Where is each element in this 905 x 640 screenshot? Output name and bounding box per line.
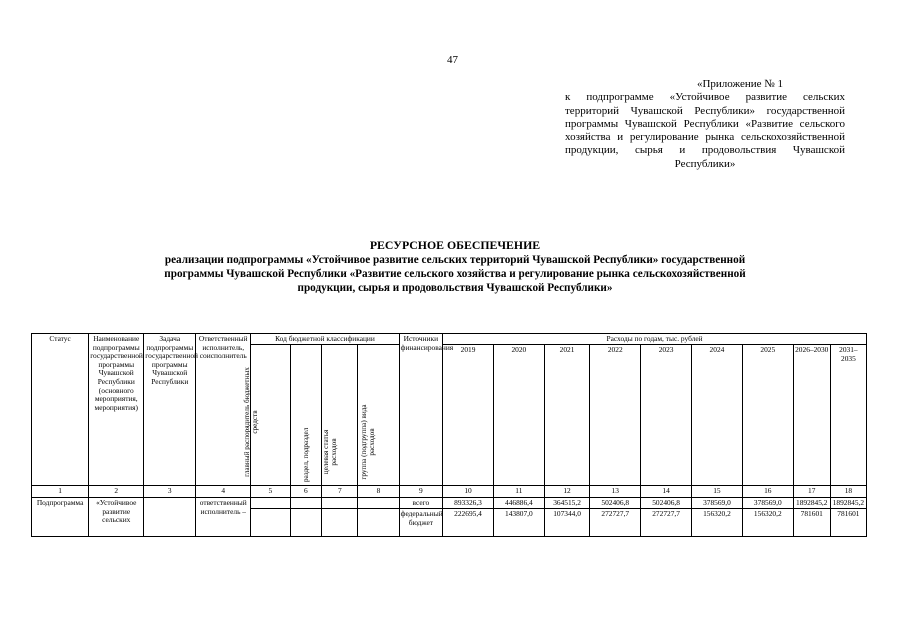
- header-year-2023: 2023: [641, 345, 692, 486]
- col-number: 9: [399, 486, 442, 498]
- row-status: Подпрограмма: [32, 498, 89, 537]
- col-number: 16: [742, 486, 793, 498]
- header-year-2031-2035: 2031–2035: [830, 345, 866, 486]
- header-code-group: группа (подгруппа) вида расходов: [360, 404, 377, 480]
- header-name: Наименование подпрограммы государственной программы Чувашской Республики (основного мероприятия, мероприятия): [89, 334, 144, 486]
- title-main: РЕСУРСНОЕ ОБЕСПЕЧЕНИЕ: [369, 238, 541, 252]
- header-year-2024: 2024: [692, 345, 743, 486]
- row-responsible: ответственный исполнитель –: [196, 498, 251, 537]
- col-number: 10: [443, 486, 494, 498]
- appendix-body: к подпрограмме «Устойчивое развитие сельских территорий Чувашской Республики» государственной программы Чувашской Республики «Развитие сельского хозяйства и регулирование рынка сельскохозяйственной продукции, сырья и продовольствия Чувашской Республики»: [565, 91, 845, 170]
- value-cell: 1892845,2: [830, 498, 866, 509]
- document-title: [90, 238, 820, 295]
- value-cell: 781601: [793, 509, 830, 537]
- header-year-2019: 2019: [443, 345, 494, 486]
- col-number: 2: [89, 486, 144, 498]
- col-number: 4: [196, 486, 251, 498]
- row-code-group: [358, 509, 399, 537]
- value-cell: 156320,2: [692, 509, 743, 537]
- header-code-section: раздел, подраздел: [301, 427, 310, 482]
- table-row: [32, 498, 867, 509]
- col-number: 5: [251, 486, 290, 498]
- appendix-note: [565, 78, 845, 171]
- row-code-gr: [251, 509, 290, 537]
- value-cell: 378569,0: [742, 498, 793, 509]
- col-number: 12: [544, 486, 590, 498]
- header-row-1: [32, 334, 867, 345]
- value-cell: 378569,0: [692, 498, 743, 509]
- appendix-heading: «Приложение № 1: [696, 78, 783, 90]
- value-cell: 272727,7: [590, 509, 641, 537]
- row-code-group: [358, 498, 399, 509]
- value-cell: 107344,0: [544, 509, 590, 537]
- title-sub-line-3: продукции, сырья и продовольствия Чувашской Республики»: [297, 282, 613, 294]
- row-code-section: [290, 498, 322, 509]
- col-number: 15: [692, 486, 743, 498]
- col-number: 6: [290, 486, 322, 498]
- col-number: 17: [793, 486, 830, 498]
- title-sub-line-1: реализации подпрограммы «Устойчивое развитие сельских территорий Чувашской Республики» государственной: [164, 254, 746, 266]
- row-source: федеральный бюджет: [399, 509, 442, 537]
- header-responsible: Ответственный исполнитель, соисполнитель: [196, 334, 251, 486]
- col-number: 13: [590, 486, 641, 498]
- header-code-target: целевая статья расходов: [321, 429, 338, 475]
- row-source: всего: [399, 498, 442, 509]
- title-sub-line-2: программы Чувашской Республики «Развитие сельского хозяйства и регулирование рынка сельскохозяйственной: [164, 268, 746, 280]
- row-name: «Устойчивое развитие сельских: [89, 498, 144, 537]
- col-number: 8: [358, 486, 399, 498]
- value-cell: 893326,3: [443, 498, 494, 509]
- value-cell: 502406,8: [590, 498, 641, 509]
- value-cell: 446886,4: [493, 498, 544, 509]
- header-status: Статус: [32, 334, 89, 486]
- row-code-target: [322, 509, 358, 537]
- header-task: Задача подпрограммы государственной программы Чувашской Республики: [144, 334, 196, 486]
- value-cell: 143807,0: [493, 509, 544, 537]
- page-number: 47: [447, 54, 458, 66]
- row-code-section: [290, 509, 322, 537]
- col-number: 7: [322, 486, 358, 498]
- value-cell: 222695,4: [443, 509, 494, 537]
- header-expenses: Расходы по годам, тыс. рублей: [443, 334, 867, 345]
- value-cell: 502406,8: [641, 498, 692, 509]
- col-number: 18: [830, 486, 866, 498]
- col-number: 14: [641, 486, 692, 498]
- header-year-2020: 2020: [493, 345, 544, 486]
- header-year-2026-2030: 2026–2030: [793, 345, 830, 486]
- value-cell: 364515,2: [544, 498, 590, 509]
- column-number-row: [32, 486, 867, 498]
- value-cell: 781601: [830, 509, 866, 537]
- header-year-2025: 2025: [742, 345, 793, 486]
- value-cell: 272727,7: [641, 509, 692, 537]
- value-cell: 156320,2: [742, 509, 793, 537]
- resource-table: [31, 333, 867, 537]
- value-cell: 1892845,2: [793, 498, 830, 509]
- col-number: 1: [32, 486, 89, 498]
- header-year-2021: 2021: [544, 345, 590, 486]
- row-task: [144, 498, 196, 537]
- header-source: Источники финансирования: [399, 334, 442, 486]
- header-budget-code: Код бюджетной классификации: [251, 334, 399, 345]
- row-code-gr: [251, 498, 290, 509]
- col-number: 3: [144, 486, 196, 498]
- header-code-gr: главный распорядитель бюджетных средств: [243, 367, 260, 477]
- row-code-target: [322, 498, 358, 509]
- col-number: 11: [493, 486, 544, 498]
- header-year-2022: 2022: [590, 345, 641, 486]
